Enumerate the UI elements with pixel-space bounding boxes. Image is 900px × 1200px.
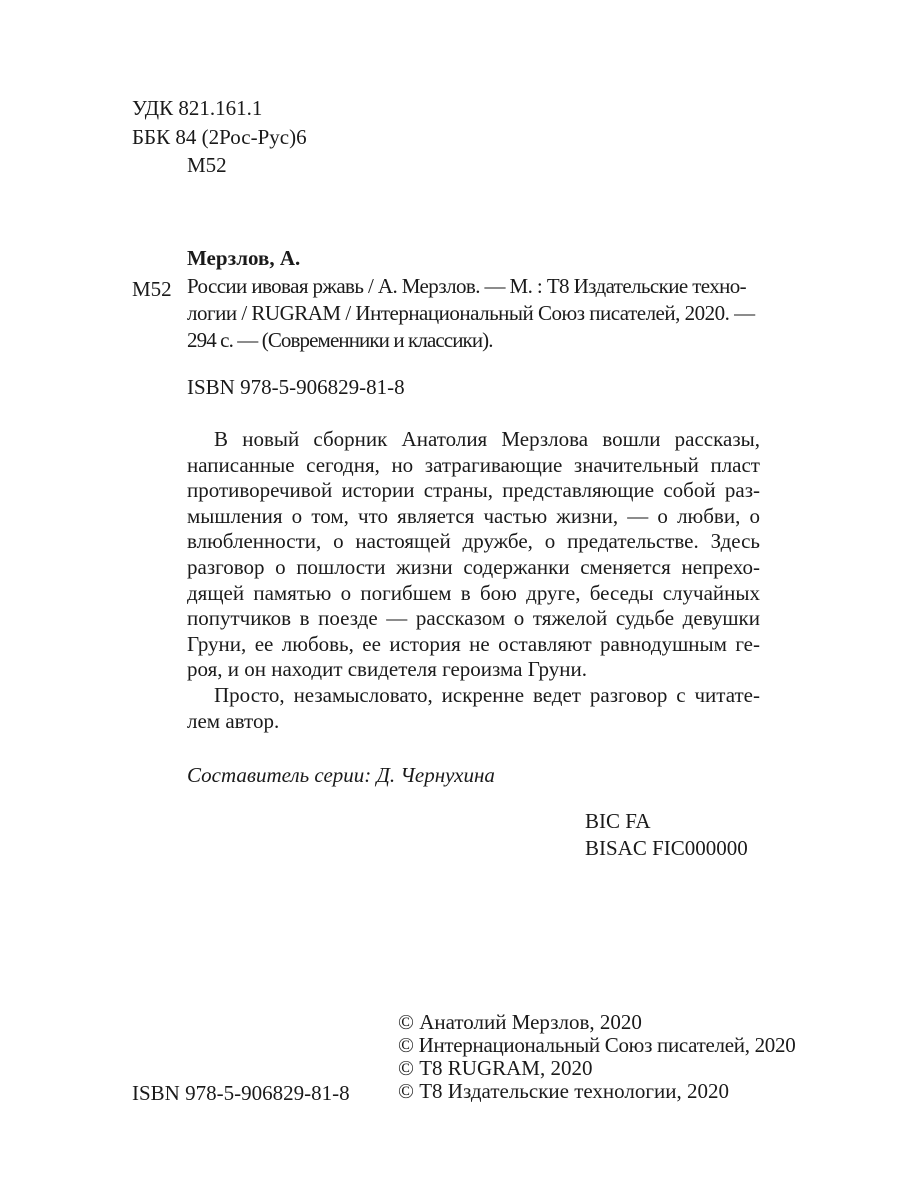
bic-code: BIC FA xyxy=(585,809,651,833)
annotation xyxy=(187,427,760,734)
bib-line: 294 с. — (Современники и классики). xyxy=(187,328,493,352)
annotation-paragraph: Просто, незамысловато, искренне ведет разговор с читателем автор. xyxy=(187,682,760,733)
footer-isbn: ISBN 978-5-906829-81-8 xyxy=(132,1081,350,1105)
bib-author: Мерзлов, А. xyxy=(187,246,301,270)
author-sign-code: М52 xyxy=(187,153,227,177)
copyright-line: © Т8 Издательские технологии, 2020 xyxy=(398,1079,729,1103)
copyright-line: © Интернациональный Союз писателей, 2020 xyxy=(398,1033,796,1057)
bbk-code: ББК 84 (2Рос-Рус)6 xyxy=(132,125,307,149)
bib-isbn: ISBN 978-5-906829-81-8 xyxy=(187,375,405,399)
bib-line: России ивовая ржавь / А. Мерзлов. — М. : Т8 Издательские техно- xyxy=(187,274,747,298)
bib-description xyxy=(187,273,755,354)
copyright-line: © Анатолий Мерзлов, 2020 xyxy=(398,1010,642,1034)
series-compiler: Составитель серии: Д. Чернухина xyxy=(187,763,495,787)
copyright-block xyxy=(398,1011,795,1103)
bib-line: логии / RUGRAM / Интернациональный Союз писателей, 2020. — xyxy=(187,301,755,325)
bisac-code: BISAC FIC000000 xyxy=(585,836,748,860)
udk-code: УДК 821.161.1 xyxy=(132,96,263,120)
copyright-line: © Т8 RUGRAM, 2020 xyxy=(398,1056,593,1080)
bib-sign: М52 xyxy=(132,277,172,301)
annotation-paragraph: В новый сборник Анатолия Мерзлова вошли рассказы, написанные сегодня, но затрагивающие значительный пласт противоречивой истории страны, представляющие собой размышления о том, что является частью жизни, — о любви, о влюбленности, о настоящей дружбе, о предательстве. Здесь разговор о пошлости жизни содержанки сменяется непреходящей памятью о погибшем в бою друге, беседы случайных попутчиков в поезде — рассказом о тяжелой судьбе девушки Груни, ее любовь, ее история не оставляют равнодушным героя, и он находит свидетеля героизма Груни. xyxy=(187,427,760,682)
